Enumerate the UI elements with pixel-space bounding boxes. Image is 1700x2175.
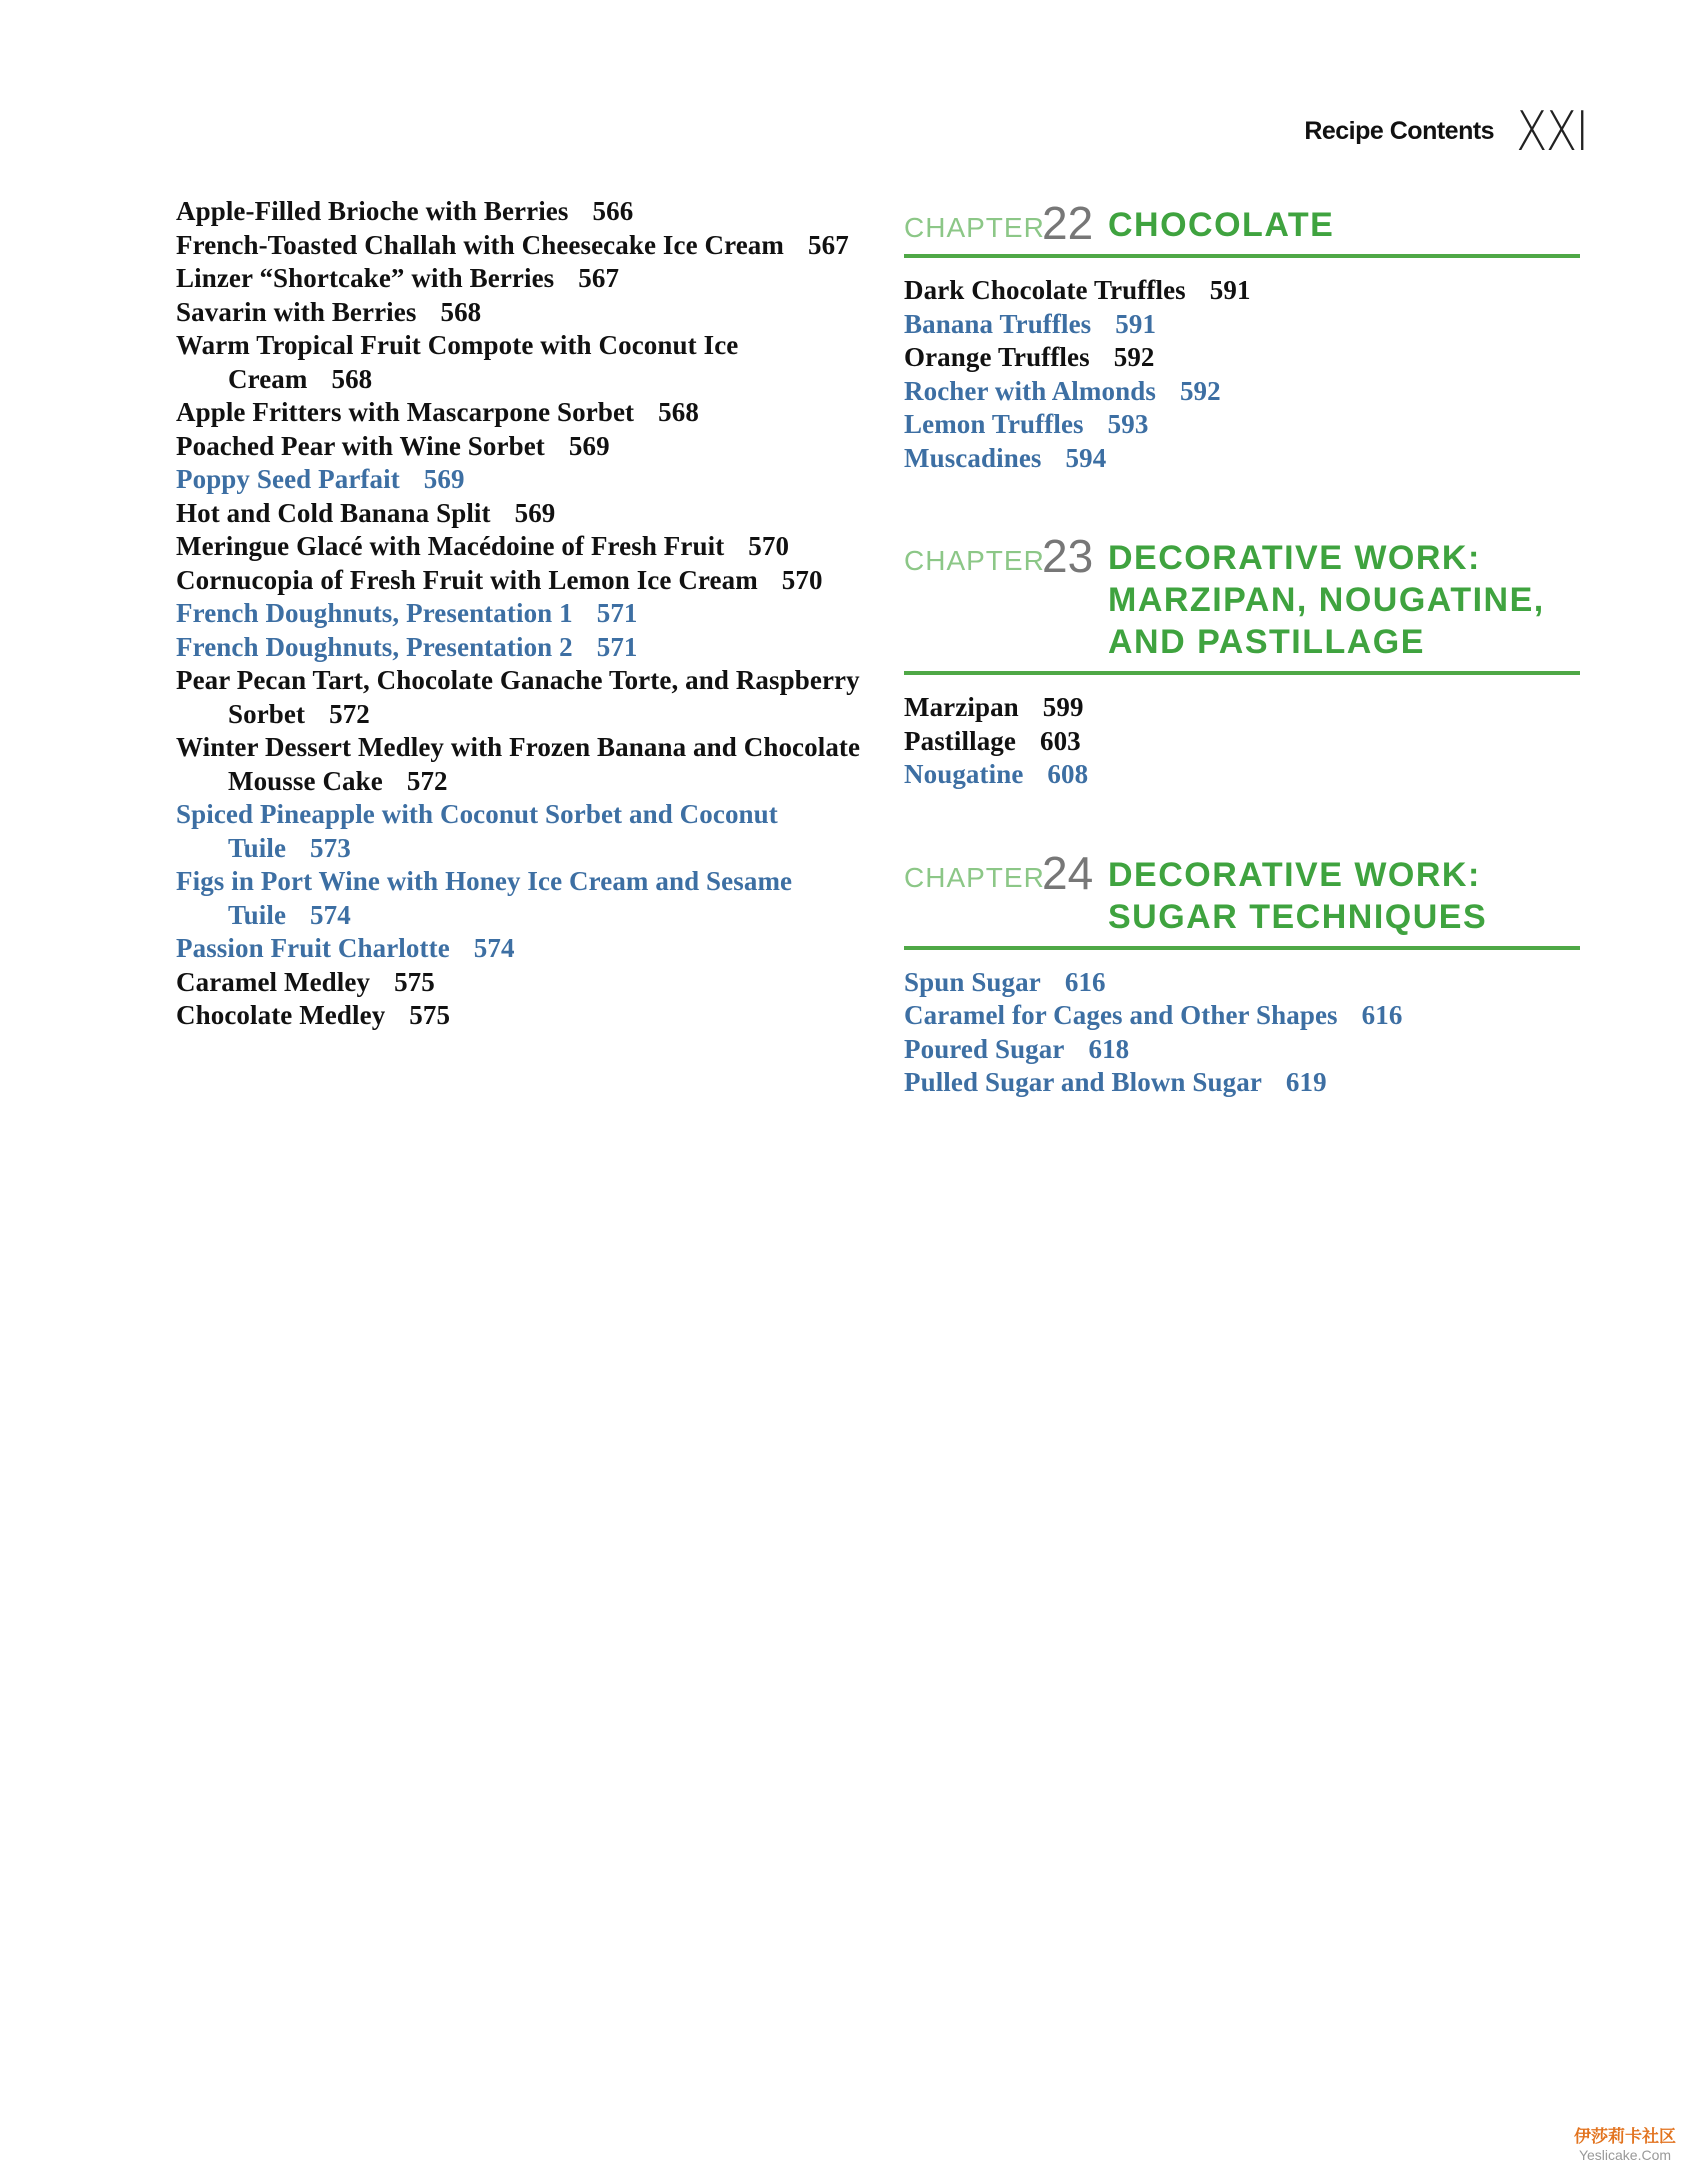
recipe-title: Figs in Port Wine with Honey Ice Cream and Sesame Tuile: [176, 866, 793, 930]
recipe-page-number: 568: [440, 296, 482, 327]
left-column: [176, 195, 876, 1033]
recipe-title: Winter Dessert Medley with Frozen Banana and Chocolate Mousse Cake: [176, 732, 861, 796]
recipe-entry: [176, 195, 876, 229]
recipe-title: French Doughnuts, Presentation 1: [176, 598, 573, 628]
recipe-entry: [904, 691, 1580, 725]
recipe-title: Banana Truffles: [904, 308, 1092, 339]
right-column: [904, 197, 1580, 1158]
recipe-entry: [176, 463, 876, 497]
recipe-page-number: 603: [1039, 725, 1081, 756]
recipe-title: Warm Tropical Fruit Compote with Coconut Ice Cream: [176, 330, 739, 394]
recipe-title: Caramel Medley: [176, 966, 371, 997]
recipe-title: Rocher with Almonds: [904, 375, 1156, 406]
chapter-number: 22: [1042, 197, 1094, 249]
recipe-page-number: 570: [748, 531, 790, 561]
chapter-number: 23: [1042, 530, 1094, 582]
recipe-page-number: 566: [592, 196, 634, 226]
recipe-title: Meringue Glacé with Macédoine of Fresh Fruit: [176, 531, 725, 561]
recipe-page-number: 591: [1209, 275, 1251, 305]
recipe-title: Muscadines: [904, 442, 1042, 473]
recipe-entry: [176, 664, 876, 731]
recipe-title: Apple-Filled Brioche with Berries: [176, 196, 569, 226]
recipe-entry: [904, 442, 1580, 476]
recipe-entry: [176, 329, 876, 396]
recipe-entry: [176, 966, 876, 1000]
recipe-title: Savarin with Berries: [176, 296, 417, 327]
recipe-entry: [176, 564, 876, 598]
recipe-title: Hot and Cold Banana Split: [176, 497, 491, 528]
watermark: [1574, 2122, 1676, 2163]
recipe-entry: [176, 999, 876, 1033]
recipe-page-number: 569: [568, 430, 610, 461]
recipe-title: Dark Chocolate Truffles: [904, 275, 1186, 305]
recipe-page-number: 619: [1285, 1067, 1327, 1097]
recipe-page-number: 569: [514, 497, 556, 528]
recipe-page-number: 599: [1042, 692, 1084, 722]
recipe-entry: [904, 375, 1580, 409]
chapter-number: 24: [1042, 846, 1094, 899]
recipe-entry: [176, 497, 876, 531]
recipe-page-number: 592: [1113, 342, 1155, 372]
chapter-label: CHAPTER: [904, 212, 1045, 243]
recipe-title: Orange Truffles: [904, 342, 1090, 372]
running-head-title: Recipe Contents: [1304, 117, 1495, 145]
recipe-entry: [904, 966, 1580, 1000]
recipe-page-number: 593: [1107, 409, 1149, 439]
recipe-page-number: 572: [406, 765, 448, 796]
recipe-entry: [904, 1033, 1580, 1067]
chapter-heading: [904, 530, 1580, 675]
recipe-entry: [176, 932, 876, 966]
recipe-page-number: 567: [578, 263, 620, 293]
chapter-section: [904, 530, 1580, 792]
recipe-page-number: 592: [1179, 375, 1221, 406]
chapter-section: [904, 846, 1580, 1100]
chapter-heading: [904, 846, 1580, 950]
recipe-title: Poured Sugar: [904, 1033, 1065, 1064]
recipe-title: French-Toasted Challah with Cheesecake Ice Cream: [176, 229, 785, 260]
recipe-title: Nougatine: [904, 759, 1024, 789]
chapter-label: CHAPTER: [904, 545, 1045, 576]
recipe-title: Apple Fritters with Mascarpone Sorbet: [176, 397, 635, 427]
recipe-page-number: 571: [596, 631, 638, 662]
recipe-title: Pear Pecan Tart, Chocolate Ganache Torte, and Raspberry Sorbet: [176, 665, 860, 729]
recipe-page-number: 573: [310, 832, 351, 863]
recipe-title: Pulled Sugar and Blown Sugar: [904, 1067, 1262, 1097]
recipe-entry: [904, 408, 1580, 442]
recipe-page-number: 575: [409, 1000, 451, 1030]
chapter-title: DECORATIVE WORK: MARZIPAN, NOUGATINE, AND PASTILLAGE: [1108, 539, 1545, 661]
recipe-title: Caramel for Cages and Other Shapes: [904, 1000, 1338, 1030]
recipe-entry: [176, 396, 876, 430]
recipe-entry: [904, 274, 1580, 308]
recipe-title: Cornucopia of Fresh Fruit with Lemon Ice Cream: [176, 564, 758, 595]
recipe-title: Pastillage: [904, 725, 1016, 756]
recipe-entry: [904, 341, 1580, 375]
recipe-page-number: 618: [1088, 1033, 1130, 1064]
recipe-title: French Doughnuts, Presentation 2: [176, 631, 573, 662]
chapter-label: CHAPTER: [904, 861, 1045, 893]
recipe-title: Marzipan: [904, 692, 1019, 722]
recipe-page-number: 575: [394, 966, 435, 997]
recipe-entry: [904, 725, 1580, 759]
recipe-entry: [176, 229, 876, 263]
recipe-entry: [176, 430, 876, 464]
recipe-page-number: 567: [808, 229, 849, 260]
watermark-en: Yeslicake.Com: [1578, 2147, 1672, 2163]
recipe-page-number: 568: [658, 397, 699, 427]
recipe-title: Poppy Seed Parfait: [176, 464, 400, 494]
recipe-entry: [176, 296, 876, 330]
recipe-page-number: 591: [1115, 308, 1157, 339]
recipe-page-number: 574: [473, 933, 515, 963]
recipe-title: Chocolate Medley: [176, 1000, 386, 1030]
recipe-title: Spun Sugar: [904, 966, 1041, 997]
recipe-entry: [176, 865, 876, 932]
recipe-title: Passion Fruit Charlotte: [176, 933, 450, 963]
recipe-page-number: 570: [781, 564, 823, 595]
recipe-page-number: 594: [1065, 442, 1107, 473]
recipe-entry: [176, 798, 876, 865]
recipe-title: Lemon Truffles: [904, 409, 1084, 439]
recipe-title: Linzer “Shortcake” with Berries: [176, 263, 555, 293]
watermark-cn: 伊莎莉卡社区: [1574, 2127, 1676, 2146]
page-number: XXI: [1516, 100, 1588, 163]
recipe-page-number: 568: [331, 363, 373, 394]
recipe-entry: [904, 308, 1580, 342]
chapter-title: DECORATIVE WORK: SUGAR TECHNIQUES: [1108, 855, 1488, 936]
chapter-section: [904, 197, 1580, 475]
recipe-page-number: 572: [329, 698, 370, 729]
running-head: [1304, 100, 1600, 163]
recipe-entry: [176, 731, 876, 798]
recipe-entry: [176, 530, 876, 564]
recipe-page-number: 616: [1064, 966, 1106, 997]
recipe-title: Spiced Pineapple with Coconut Sorbet and Coconut Tuile: [176, 799, 778, 863]
chapter-heading: [904, 197, 1580, 258]
recipe-entry: [904, 1066, 1580, 1100]
recipe-title: Poached Pear with Wine Sorbet: [176, 430, 545, 461]
recipe-page-number: 616: [1361, 1000, 1403, 1030]
recipe-page-number: 574: [310, 899, 351, 930]
recipe-page-number: 569: [423, 464, 465, 494]
recipe-entry: [176, 597, 876, 631]
recipe-page-number: 608: [1047, 759, 1089, 789]
recipe-page-number: 571: [596, 598, 638, 628]
recipe-entry: [176, 262, 876, 296]
chapter-title: CHOCOLATE: [1108, 206, 1335, 244]
recipe-entry: [904, 999, 1580, 1033]
recipe-entry: [176, 631, 876, 665]
recipe-entry: [904, 758, 1580, 792]
